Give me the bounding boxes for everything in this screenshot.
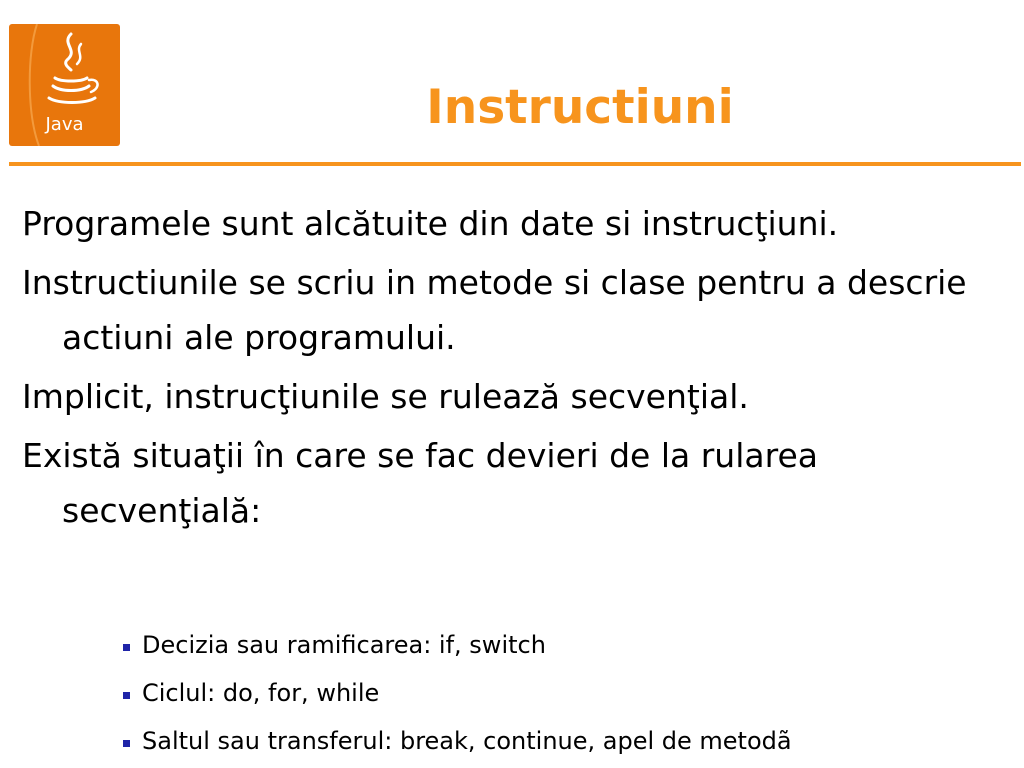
sub-bullet-text: Decizia sau ramificarea: if, switch bbox=[142, 630, 546, 659]
title-divider bbox=[9, 162, 1021, 166]
sub-bullet-text: Saltul sau transferul: break, continue, apel de metodã bbox=[142, 726, 792, 755]
slide-body bbox=[22, 196, 1012, 542]
sub-bullet-item bbox=[123, 669, 1003, 717]
java-logo-text: Java bbox=[45, 114, 84, 135]
paragraph-item: Instructiunile se scriu in metode si clase pentru a descrie actiuni ale programului. bbox=[22, 263, 967, 357]
sub-bullet-item bbox=[123, 717, 1003, 765]
paragraph-item: Există situaţii în care se fac devieri de la rularea secvenţială: bbox=[22, 436, 818, 530]
square-bullet-icon bbox=[123, 740, 130, 747]
java-logo bbox=[9, 24, 120, 146]
paragraph-item: Programele sunt alcătuite din date si instrucţiuni. bbox=[22, 204, 839, 243]
slide-title: Instructiuni bbox=[426, 80, 734, 135]
sub-bullet-text: Ciclul: do, for, while bbox=[142, 678, 380, 707]
sub-bullet-item bbox=[123, 621, 1003, 669]
square-bullet-icon bbox=[123, 692, 130, 699]
sub-bullet-list bbox=[123, 621, 1003, 765]
square-bullet-icon bbox=[123, 644, 130, 651]
paragraph-item: Implicit, instrucţiunile se rulează secvenţial. bbox=[22, 377, 749, 416]
